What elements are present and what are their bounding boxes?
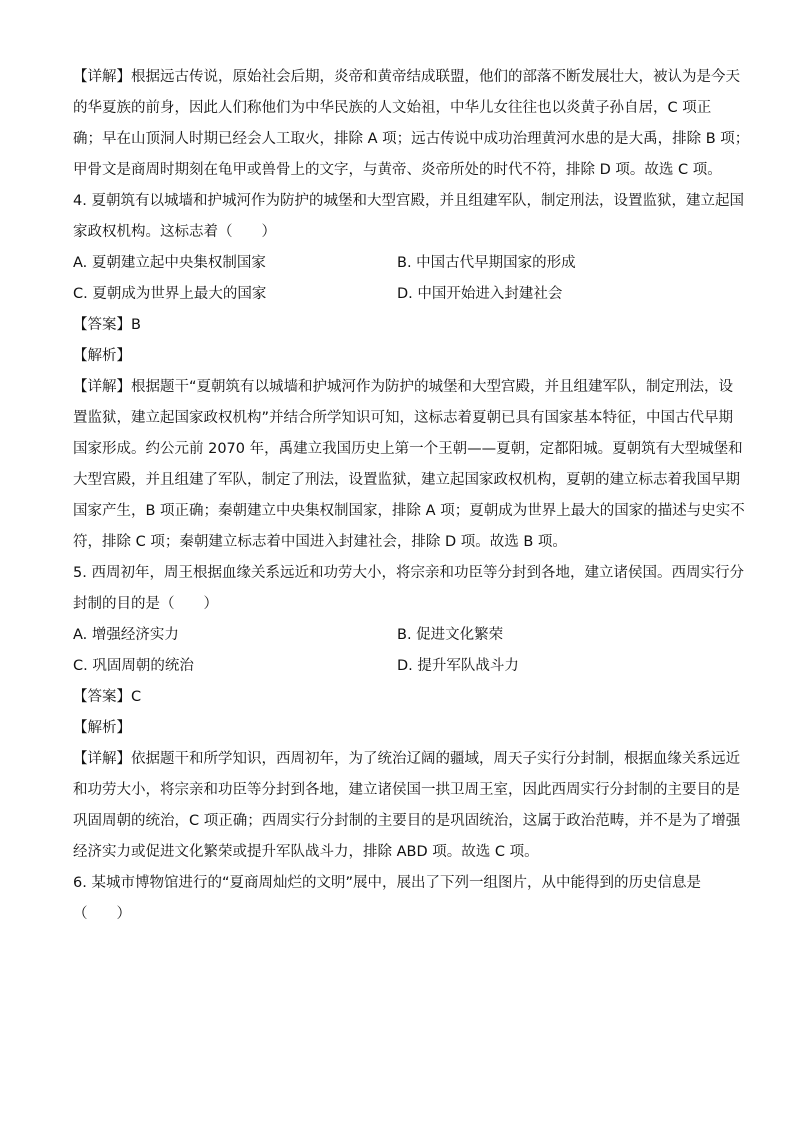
q4-option-b: B. 中国古代早期国家的形成 xyxy=(397,255,576,271)
q5-detail-line: 经济实力或促进文化繁荣或提升军队战斗力，排除 ABD 项。故选 C 项。 xyxy=(73,844,539,860)
q4-detail-line: 国家产生，B 项正确；秦朝建立中央集权制国家，排除 A 项；夏朝成为世界上最大的国家的描述与史实不 xyxy=(73,503,745,519)
q5-stem-line: 封制的目的是（ ） xyxy=(73,596,218,612)
q3-detail-line: 的华夏族的前身，因此人们称他们为中华民族的人文始祖，中华儿女往往也以炎黄子孙自居，C 项正 xyxy=(73,100,712,116)
q3-detail-line: 【详解】根据远古传说，原始社会后期，炎帝和黄帝结成联盟，他们的部落不断发展壮大，被认为是今天 xyxy=(73,69,740,85)
q4-detail-line: 置监狱，建立起国家政权机构”并结合所学知识可知，这标志着夏朝已具有国家基本特征，中国古代早期 xyxy=(73,410,734,426)
q5-answer: 【答案】C xyxy=(73,689,142,705)
q3-detail xyxy=(73,62,750,186)
q5-detail-line: 巩固周朝的统治，C 项正确；西周实行分封制的主要目的是巩固统治，这属于政治范畴，并不是为了增强 xyxy=(73,813,741,829)
q4-analysis-label: 【解析】 xyxy=(73,348,131,364)
q3-detail-line: 甲骨文是商周时期刻在龟甲或兽骨上的文字，与黄帝、炎帝所处的时代不符，排除 D 项。故选 C 项。 xyxy=(73,162,722,178)
q5-block xyxy=(73,558,744,868)
q4-detail-line: 【详解】根据题干“夏朝筑有以城墙和护城河作为防护的城堡和大型宫殿，并且组建军队，制定刑法，设 xyxy=(73,379,734,395)
q5-option-b: B. 促进文化繁荣 xyxy=(397,627,504,643)
q4-detail-line: 大型宫殿，并且组建了军队，制定了刑法，设置监狱，建立起国家政权机构，夏朝的建立标志着我国早期 xyxy=(73,472,740,488)
q4-option-c: C. 夏朝成为世界上最大的国家 xyxy=(73,286,267,302)
q5-option-c: C. 巩固周朝的统治 xyxy=(73,658,194,674)
q5-detail-line: 和功劳大小，将宗亲和功臣等分封到各地，建立诸侯国一拱卫周王室，因此西周实行分封制的主要目的是 xyxy=(73,782,740,798)
q5-option-d: D. 提升军队战斗力 xyxy=(397,658,519,674)
q4-option-d: D. 中国开始进入封建社会 xyxy=(397,286,563,302)
q6-stem-line: 6. 某城市博物馆进行的“夏商周灿烂的文明”展中，展出了下列一组图片，从中能得到的历史信息是 xyxy=(73,875,701,891)
q4-block xyxy=(73,186,745,558)
q4-detail-line: 符，排除 C 项；秦朝建立标志着中国进入封建社会，排除 D 项。故选 B 项。 xyxy=(73,534,567,550)
q4-answer: 【答案】B xyxy=(73,317,141,333)
q4-stem-line: 4. 夏朝筑有以城墙和护城河作为防护的城堡和大型宫殿，并且组建军队，制定刑法，设置监狱，建立起国 xyxy=(73,193,744,209)
q4-option-a: A. 夏朝建立起中央集权制国家 xyxy=(73,255,266,271)
q6-stem-line: （ ） xyxy=(73,906,131,922)
q5-options xyxy=(73,620,724,682)
q5-option-a: A. 增强经济实力 xyxy=(73,627,179,643)
q4-detail-line: 国家形成。约公元前 2070 年，禹建立我国历史上第一个王朝——夏朝，定都阳城。夏朝筑有大型城堡和 xyxy=(73,441,743,457)
q6-block xyxy=(73,868,724,930)
q4-options xyxy=(73,248,724,310)
q3-detail-line: 确；早在山顶洞人时期已经会人工取火，排除 A 项；远古传说中成功治理黄河水患的是大禹，排除 B 项； xyxy=(73,131,750,147)
q5-detail-line: 【详解】依据题干和所学知识，西周初年，为了统治辽阔的疆域，周天子实行分封制，根据血缘关系远近 xyxy=(73,751,740,767)
q5-analysis-label: 【解析】 xyxy=(73,720,131,736)
q4-stem-line: 家政权机构。这标志着（ ） xyxy=(73,224,276,240)
q5-stem-line: 5. 西周初年，周王根据血缘关系远近和功劳大小，将宗亲和功臣等分封到各地，建立诸侯国。西周实行分 xyxy=(73,565,744,581)
